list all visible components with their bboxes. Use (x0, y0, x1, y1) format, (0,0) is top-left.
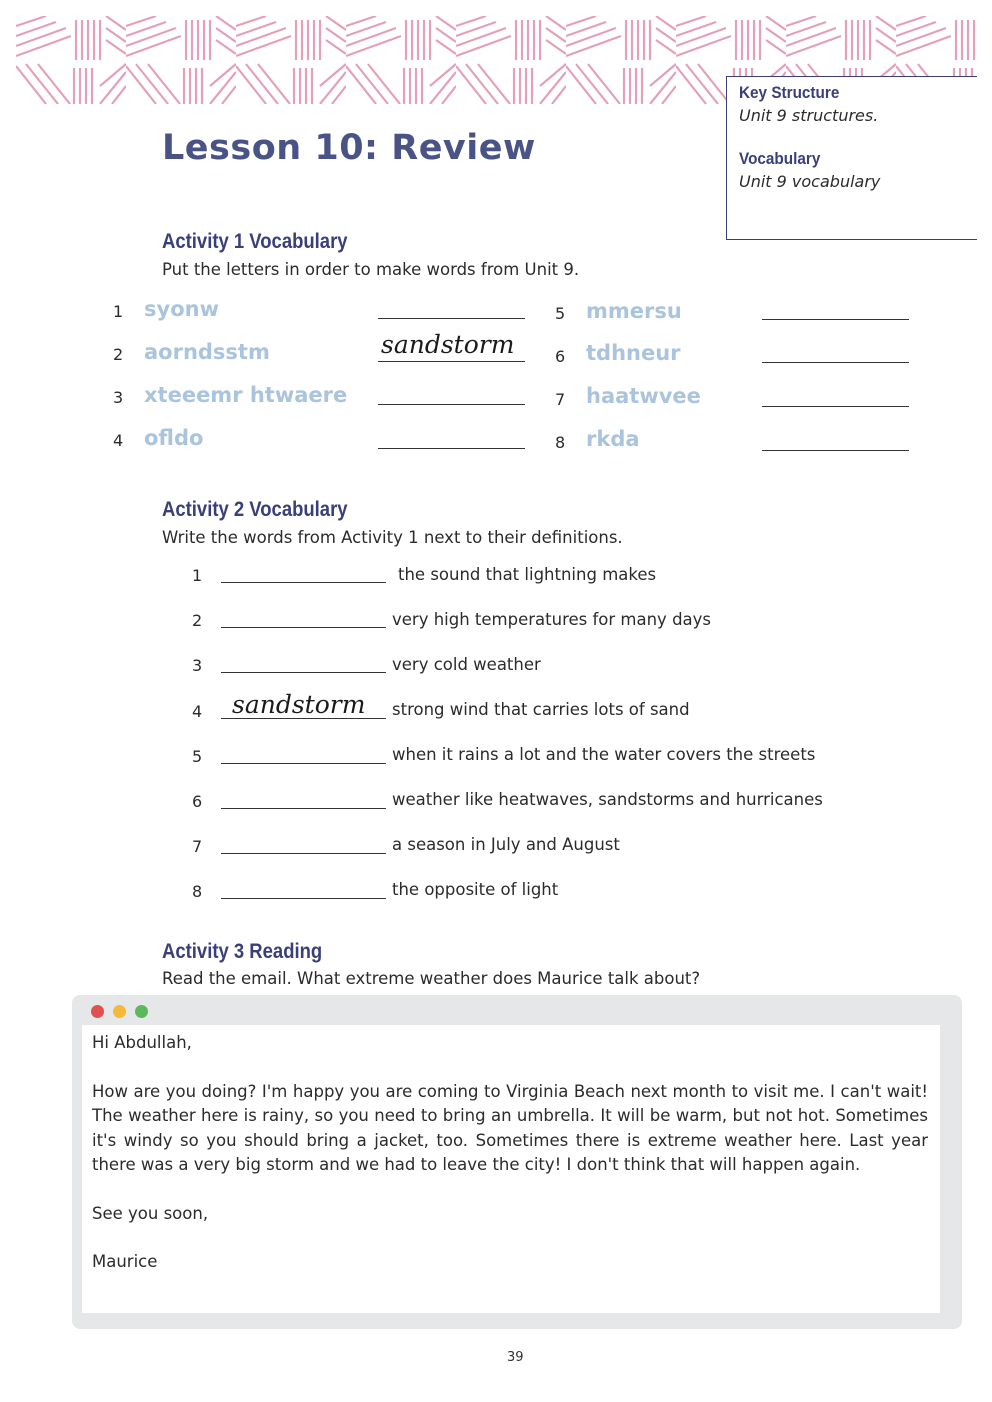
definition-text: very high temperatures for many days (392, 610, 712, 629)
item-number: 1 (113, 302, 124, 321)
key-structure-text: Unit 9 structures. (739, 106, 879, 125)
definition-text: when it rains a lot and the water covers the streets (392, 745, 816, 764)
item-number: 5 (555, 304, 566, 323)
scrambled-word: mmersu (586, 299, 682, 323)
item-number: 3 (192, 656, 203, 675)
item-number: 1 (192, 566, 203, 585)
item-number: 7 (555, 390, 566, 409)
definition-text: a season in July and August (392, 835, 620, 854)
answer-blank[interactable] (378, 361, 525, 362)
answer-blank[interactable] (221, 853, 386, 854)
scrambled-word: haatwvee (586, 384, 701, 408)
handwritten-answer: sandstorm (232, 690, 366, 719)
email-closing: See you soon, (92, 1203, 209, 1223)
item-number: 4 (113, 431, 124, 450)
definition-text: weather like heatwaves, sandstorms and hurricanes (392, 790, 823, 809)
answer-blank[interactable] (762, 450, 909, 451)
handwritten-answer: sandstorm (381, 330, 515, 359)
email-signature: Maurice (92, 1252, 158, 1271)
answer-blank[interactable] (221, 718, 386, 719)
item-number: 2 (113, 345, 124, 364)
item-number: 3 (113, 388, 124, 407)
definition-text: strong wind that carries lots of sand (392, 700, 690, 719)
email-greeting: Hi Abdullah, (92, 1033, 192, 1052)
item-number: 6 (555, 347, 566, 366)
activity-3-instruction: Read the email. What extreme weather does Maurice talk about? (162, 969, 701, 988)
answer-blank[interactable] (762, 406, 909, 407)
item-number: 8 (555, 433, 566, 452)
answer-blank[interactable] (221, 763, 386, 764)
answer-blank[interactable] (221, 582, 386, 583)
scrambled-word: aorndsstm (144, 340, 270, 364)
email-window (72, 995, 962, 1329)
scrambled-word: syonw (144, 297, 219, 321)
email-body (82, 1025, 940, 1313)
key-structure-heading: Key Structure (739, 83, 840, 102)
answer-blank[interactable] (762, 319, 909, 320)
minimize-dot-icon (113, 1005, 126, 1018)
activity-2-instruction: Write the words from Activity 1 next to their definitions. (162, 528, 623, 547)
item-number: 8 (192, 882, 203, 901)
item-number: 2 (192, 611, 203, 630)
activity-2-heading: Activity 2 Vocabulary (162, 498, 348, 521)
vocabulary-heading: Vocabulary (739, 149, 821, 168)
lesson-title: Lesson 10: Review (162, 128, 536, 168)
answer-blank[interactable] (221, 627, 386, 628)
close-dot-icon (91, 1005, 104, 1018)
answer-blank[interactable] (378, 404, 525, 405)
vocabulary-text: Unit 9 vocabulary (739, 172, 881, 191)
email-paragraph: How are you doing? I'm happy you are coming to Virginia Beach next month to visit me. I can't wait! The weather here is rainy, so you need to bring an umbrella. It will be warm, but not hot. Sometimes it's windy so you should bring a jacket, too. Sometimes there is extreme weather here. Last year there was a very big storm and we had to leave the city! I don't think that will happen again. (92, 1081, 928, 1174)
page-number: 39 (507, 1350, 524, 1365)
answer-blank[interactable] (762, 362, 909, 363)
answer-blank[interactable] (378, 448, 525, 449)
scrambled-word: ofldo (144, 426, 204, 450)
answer-blank[interactable] (221, 808, 386, 809)
definition-text: the opposite of light (392, 880, 559, 899)
scrambled-word: tdhneur (586, 341, 681, 365)
definition-text: very cold weather (392, 655, 541, 674)
activity-1-heading: Activity 1 Vocabulary (162, 230, 348, 253)
answer-blank[interactable] (221, 898, 386, 899)
item-number: 7 (192, 837, 203, 856)
key-structure-box (726, 76, 977, 240)
maximize-dot-icon (135, 1005, 148, 1018)
answer-blank[interactable] (378, 318, 525, 319)
definition-text: the sound that lightning makes (398, 565, 657, 584)
item-number: 4 (192, 702, 203, 721)
item-number: 5 (192, 747, 203, 766)
item-number: 6 (192, 792, 203, 811)
activity-1-instruction: Put the letters in order to make words from Unit 9. (162, 260, 580, 279)
scrambled-word: xteeemr htwaere (144, 383, 348, 407)
scrambled-word: rkda (586, 427, 640, 451)
answer-blank[interactable] (221, 672, 386, 673)
activity-3-heading: Activity 3 Reading (162, 940, 323, 963)
